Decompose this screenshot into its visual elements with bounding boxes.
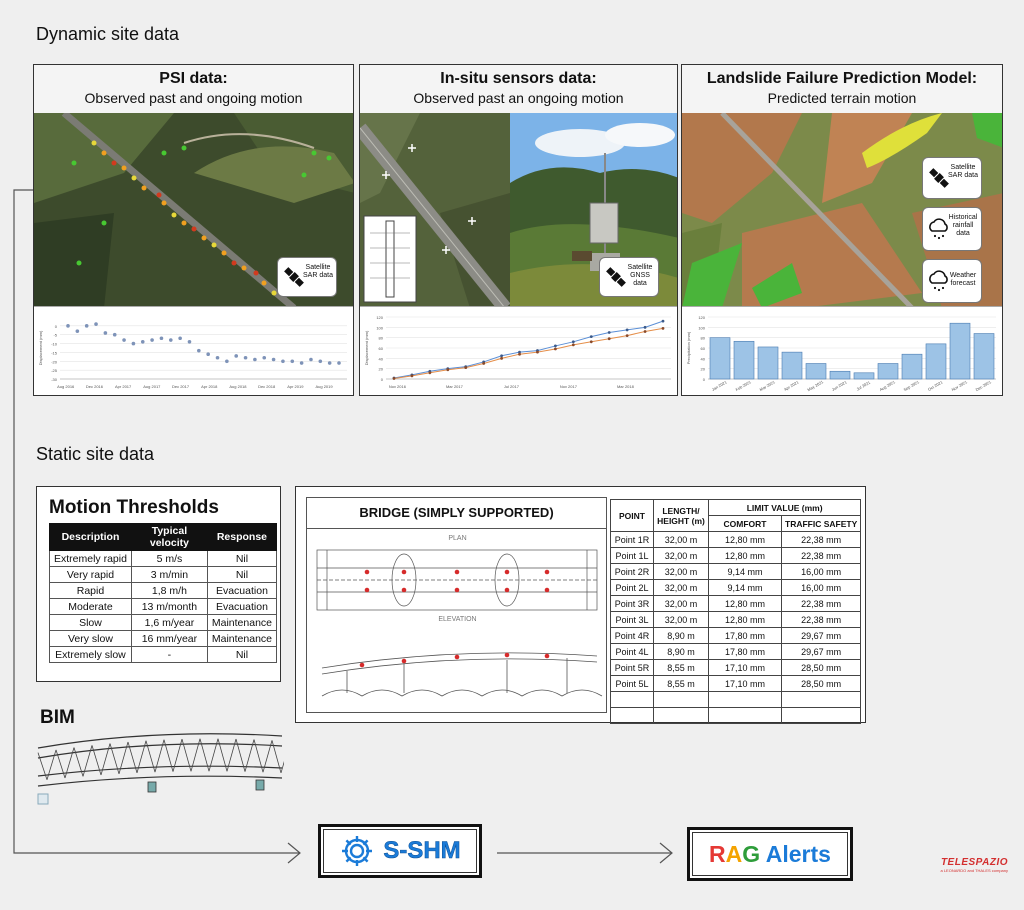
bar	[758, 347, 778, 379]
motion-header-response: Response	[207, 524, 276, 551]
data-point	[590, 340, 593, 343]
telespazio-logo	[916, 857, 1008, 873]
bridge-row	[611, 580, 861, 596]
motion-cell: 1,6 m/year	[131, 615, 207, 631]
y-tick-label: 100	[698, 325, 705, 331]
x-tick-label: Mar 2021	[758, 379, 776, 393]
x-tick-label: Jun 2021	[830, 379, 848, 392]
bridge-header-length: LENGTH/ HEIGHT (m)	[654, 500, 709, 532]
model-chart	[682, 306, 1002, 395]
y-tick-label: 20	[700, 366, 705, 372]
rag-alerts-button[interactable]	[687, 827, 853, 881]
bridge-cell: 32,00 m	[654, 612, 709, 628]
bridge-header-comfort: COMFORT	[709, 516, 782, 532]
bridge-cell: 9,14 mm	[709, 580, 782, 596]
motion-cell: Extremely rapid	[50, 551, 132, 567]
data-point	[272, 358, 276, 362]
y-tick-label: -30	[51, 377, 57, 382]
motion-cell: 16 mm/year	[131, 631, 207, 647]
data-point	[608, 337, 611, 340]
x-tick-label: Feb 2021	[734, 379, 752, 393]
data-point	[590, 335, 593, 338]
data-point	[281, 359, 285, 363]
bar	[854, 373, 874, 379]
bridge-empty-cell	[611, 708, 654, 724]
insitu-chart	[360, 306, 677, 395]
data-point	[150, 338, 154, 342]
data-point	[300, 361, 304, 365]
insitu-aerial-image	[360, 113, 510, 308]
x-tick-label: Dec 2021	[974, 379, 992, 393]
model-panel	[681, 64, 1003, 396]
bar	[710, 338, 730, 379]
bridge-empty-cell	[611, 692, 654, 708]
data-point	[225, 359, 229, 363]
motion-cell: Extremely slow	[50, 647, 132, 663]
data-point	[319, 359, 323, 363]
bridge-cell: Point 1R	[611, 532, 654, 548]
data-point	[644, 330, 647, 333]
x-tick-label: Aug 2017	[143, 384, 161, 389]
data-point	[262, 356, 266, 360]
bridge-empty-cell	[782, 692, 861, 708]
data-point	[328, 361, 332, 365]
bridge-cell: 32,00 m	[654, 580, 709, 596]
psi-satellite-badge	[277, 257, 337, 297]
y-tick-label: 0	[54, 323, 57, 329]
dynamic-section-title: Dynamic site data	[36, 24, 180, 44]
bridge-cell: 29,67 mm	[782, 628, 861, 644]
bridge-cell: 12,80 mm	[709, 596, 782, 612]
data-point	[608, 331, 611, 334]
motion-row	[50, 583, 277, 599]
data-point	[464, 366, 467, 369]
insitu-displacement-chart	[360, 307, 678, 395]
model-panel-header	[682, 65, 1002, 114]
motion-cell: 1,8 m/h	[131, 583, 207, 599]
bridge-cell: Point 2R	[611, 564, 654, 580]
data-point	[178, 336, 182, 340]
bridge-cell: 32,00 m	[654, 548, 709, 564]
data-point	[572, 340, 575, 343]
s-shm-button[interactable]	[318, 824, 482, 878]
psi-panel	[33, 64, 354, 396]
bridge-empty-cell	[709, 692, 782, 708]
bridge-row	[611, 548, 861, 564]
y-tick-label: 0	[380, 377, 383, 382]
bridge-cell: Point 2L	[611, 580, 654, 596]
bridge-cell: 9,14 mm	[709, 564, 782, 580]
bridge-cell: 22,38 mm	[782, 548, 861, 564]
data-point	[244, 356, 248, 360]
motion-cell: Maintenance	[207, 631, 276, 647]
x-tick-label: May 2021	[806, 379, 825, 393]
truss-member	[47, 750, 56, 780]
x-tick-label: Aug 2021	[878, 379, 896, 393]
motion-thresholds-title: Motion Thresholds	[49, 497, 219, 518]
bridge-empty-cell	[654, 708, 709, 724]
data-point	[411, 375, 414, 378]
bridge-limits-table	[610, 499, 861, 724]
data-point	[76, 329, 80, 333]
rag-letter: t	[810, 840, 819, 867]
bridge-table-body	[611, 532, 861, 724]
truss-member	[65, 747, 74, 777]
y-tick-label: -5	[53, 332, 57, 338]
bridge-empty-cell	[709, 708, 782, 724]
x-tick-label: Oct 2021	[926, 379, 944, 392]
bridge-empty-cell	[654, 692, 709, 708]
bar	[974, 334, 994, 379]
bridge-cell: 22,38 mm	[782, 532, 861, 548]
insitu-badge-label: Satellite GNSS data	[627, 264, 653, 287]
bridge-cell: 17,10 mm	[709, 676, 782, 692]
x-tick-label: Mar 2017	[445, 384, 463, 389]
psi-displacement-chart	[34, 307, 354, 395]
bridge-cell: 17,10 mm	[709, 660, 782, 676]
data-point	[446, 368, 449, 371]
model-weather-label: Weather forecast	[949, 272, 977, 287]
y-tick-label: 60	[378, 346, 383, 351]
motion-cell: 5 m/s	[131, 551, 207, 567]
data-point	[253, 358, 257, 362]
y-tick-label: 120	[376, 315, 383, 320]
bridge-cell: 12,80 mm	[709, 548, 782, 564]
insitu-panel	[359, 64, 678, 396]
model-sar-label: Satellite SAR data	[948, 164, 978, 179]
x-tick-label: Nov 2017	[559, 384, 577, 389]
bridge-empty-cell	[782, 708, 861, 724]
insitu-subtitle: Observed past an ongoing motion	[413, 90, 624, 106]
data-point	[216, 356, 220, 360]
rag-letter: s	[818, 840, 831, 867]
data-point	[85, 324, 89, 328]
bridge-plan-elevation-drawing	[307, 528, 608, 714]
y-axis-label: Displacement (mm)	[364, 330, 369, 366]
x-tick-label: Sep 2021	[902, 379, 920, 393]
logo-name: TELESPAZIO	[940, 857, 1008, 868]
bridge-header-limit: LIMIT VALUE (mm)	[709, 500, 861, 516]
data-point	[169, 338, 173, 342]
x-tick-label: Apr 2017	[115, 384, 132, 389]
bridge-cell: 22,38 mm	[782, 596, 861, 612]
bridge-cell: 8,55 m	[654, 660, 709, 676]
y-tick-label: 20	[378, 366, 383, 372]
y-tick-label: -20	[51, 359, 57, 365]
motion-row	[50, 551, 277, 567]
bridge-cell: 32,00 m	[654, 596, 709, 612]
motion-table-body	[50, 551, 277, 663]
psi-panel-header	[34, 65, 353, 114]
bridge-cell: 29,67 mm	[782, 644, 861, 660]
x-tick-label: Nov 2021	[950, 379, 968, 393]
bridge-cell: 12,80 mm	[709, 532, 782, 548]
bridge-cell: Point 3L	[611, 612, 654, 628]
x-tick-label: Aug 2019	[315, 384, 333, 389]
data-point	[122, 338, 126, 342]
model-sar-badge	[922, 157, 982, 199]
data-point	[66, 324, 70, 328]
model-rainfall-label: Historical rainfall data	[948, 214, 978, 237]
bridge-cell: 22,38 mm	[782, 612, 861, 628]
bridge-cell: Point 4L	[611, 644, 654, 660]
motion-cell: Very slow	[50, 631, 132, 647]
data-point	[554, 345, 557, 348]
rag-letter: l	[782, 840, 789, 867]
bridge-cell: Point 4R	[611, 628, 654, 644]
bridge-cell: 8,90 m	[654, 644, 709, 660]
motion-row	[50, 647, 277, 663]
motion-cell: Moderate	[50, 599, 132, 615]
data-point	[644, 326, 647, 329]
x-tick-label: Jul 2017	[503, 384, 519, 389]
motion-row	[50, 615, 277, 631]
motion-cell: Evacuation	[207, 583, 276, 599]
motion-cell: Nil	[207, 647, 276, 663]
bar	[926, 344, 946, 379]
insitu-panel-header	[360, 65, 677, 114]
data-point	[290, 359, 294, 363]
x-tick-label: Mar 2018	[616, 384, 634, 389]
data-point	[197, 349, 201, 353]
data-point	[500, 357, 503, 360]
bridge-plan-label: PLAN	[448, 535, 467, 542]
data-point	[104, 331, 108, 335]
bridge-cell: 32,00 m	[654, 564, 709, 580]
bridge-row	[611, 612, 861, 628]
s-shm-label: S-SHM	[383, 837, 461, 864]
logo-tagline: a LEONARDO and THALES company	[940, 868, 1008, 873]
data-point	[500, 354, 503, 357]
bar	[950, 323, 970, 379]
motion-cell: Nil	[207, 551, 276, 567]
motion-cell: Very rapid	[50, 567, 132, 583]
data-point	[141, 340, 145, 344]
y-axis-label: Precipitation (mm)	[686, 331, 691, 365]
bridge-cell: 28,50 mm	[782, 660, 861, 676]
bar	[782, 352, 802, 379]
motion-cell: -	[131, 647, 207, 663]
data-point	[428, 371, 431, 374]
motion-row	[50, 631, 277, 647]
psi-subtitle: Observed past and ongoing motion	[84, 90, 303, 106]
data-point	[309, 358, 313, 362]
rag-letter: e	[788, 840, 802, 867]
bridge-cell: Point 5R	[611, 660, 654, 676]
model-weather-badge	[922, 259, 982, 303]
bridge-cell: 16,00 mm	[782, 564, 861, 580]
rag-letter: A	[725, 840, 743, 867]
bridge-row	[611, 628, 861, 644]
x-tick-label: Dec 2017	[171, 384, 190, 389]
bar	[830, 371, 850, 379]
x-tick-label: Jul 2021	[855, 379, 872, 392]
motion-cell: Nil	[207, 567, 276, 583]
data-point	[626, 334, 629, 337]
y-tick-label: -15	[51, 350, 57, 356]
motion-cell: Slow	[50, 615, 132, 631]
truss-member	[83, 745, 92, 776]
data-point	[572, 344, 575, 347]
bridge-cell: 8,55 m	[654, 676, 709, 692]
data-point	[188, 340, 192, 344]
bar	[806, 364, 826, 380]
rag-letter: G	[742, 840, 761, 867]
x-tick-label: Nov 2016	[388, 384, 406, 389]
y-tick-label: 60	[700, 346, 705, 351]
rag-letter: r	[801, 840, 811, 867]
y-axis-label: Displacement (mm)	[38, 330, 43, 366]
insitu-title: In-situ sensors data:	[440, 70, 597, 87]
bim-truss-model	[36, 728, 284, 806]
bridge-header-traffic: TRAFFIC SAFETY	[782, 516, 861, 532]
bridge-cell: 32,00 m	[654, 532, 709, 548]
model-subtitle: Predicted terrain motion	[767, 90, 917, 106]
data-point	[482, 362, 485, 365]
data-point	[337, 361, 341, 365]
rag-letter: A	[765, 840, 783, 867]
bridge-cell: 17,80 mm	[709, 628, 782, 644]
rag-letter: R	[709, 840, 726, 867]
x-tick-label: Dec 2018	[258, 384, 276, 389]
motion-header-description: Description	[50, 524, 132, 551]
bridge-row	[611, 564, 861, 580]
data-point	[536, 351, 539, 354]
x-tick-label: Dec 2016	[85, 384, 104, 389]
bridge-cell: Point 5L	[611, 676, 654, 692]
bridge-cell: 12,80 mm	[709, 612, 782, 628]
data-point	[234, 354, 238, 358]
bridge-row	[611, 596, 861, 612]
model-rainfall-badge	[922, 207, 982, 251]
y-tick-label: 40	[700, 356, 705, 362]
motion-cell: Maintenance	[207, 615, 276, 631]
static-section-title: Static site data	[36, 444, 155, 464]
motion-row	[50, 599, 277, 615]
model-precipitation-chart	[682, 307, 1003, 395]
y-tick-label: 80	[378, 335, 383, 341]
motion-cell: Evacuation	[207, 599, 276, 615]
rag-alerts-label	[709, 841, 831, 868]
motion-row	[50, 567, 277, 583]
psi-badge-label: Satellite SAR data	[303, 264, 333, 279]
bridge-cell: 28,50 mm	[782, 676, 861, 692]
model-title: Landslide Failure Prediction Model:	[706, 70, 978, 87]
motion-cell: Rapid	[50, 583, 132, 599]
bridge-cell: 8,90 m	[654, 628, 709, 644]
x-tick-label: Jan 2021	[710, 379, 728, 392]
motion-cell: 13 m/month	[131, 599, 207, 615]
psi-title: PSI data:	[159, 70, 228, 87]
data-point	[132, 342, 136, 346]
motion-cell: 3 m/min	[131, 567, 207, 583]
data-point	[206, 352, 210, 356]
bridge-drawing-frame	[306, 497, 607, 713]
y-tick-label: 120	[698, 315, 705, 320]
data-point	[113, 333, 117, 337]
y-tick-label: 40	[378, 356, 383, 362]
bridge-cell: 16,00 mm	[782, 580, 861, 596]
psi-chart	[34, 306, 353, 395]
bridge-cell: 17,80 mm	[709, 644, 782, 660]
bar	[902, 354, 922, 379]
y-tick-label: -10	[51, 341, 57, 347]
data-point	[662, 320, 665, 323]
bridge-empty-row	[611, 692, 861, 708]
bridge-row	[611, 644, 861, 660]
data-point	[518, 353, 521, 356]
y-tick-label: 80	[700, 335, 705, 341]
data-point	[662, 327, 665, 330]
data-point	[554, 348, 557, 351]
series-line	[394, 321, 663, 378]
y-tick-label: 100	[376, 325, 383, 331]
data-point	[626, 329, 629, 332]
y-tick-label: -25	[51, 368, 57, 374]
data-point	[393, 377, 396, 380]
bridge-empty-row	[611, 708, 861, 724]
x-tick-label: Aug 2016	[57, 384, 75, 389]
x-tick-label: Apr 2019	[287, 384, 304, 389]
data-point	[160, 336, 164, 340]
bridge-elevation-label: ELEVATION	[438, 616, 477, 623]
y-tick-label: 0	[702, 377, 705, 382]
bim-title: BIM	[40, 707, 75, 728]
insitu-gnss-badge	[599, 257, 659, 297]
bridge-header-point: POINT	[611, 500, 654, 532]
motion-thresholds-card	[36, 486, 281, 682]
motion-thresholds-table	[49, 523, 277, 663]
bridge-cell: Point 3R	[611, 596, 654, 612]
bridge-row	[611, 532, 861, 548]
x-tick-label: Apr 2018	[201, 384, 218, 389]
x-tick-label: Aug 2018	[229, 384, 247, 389]
gear-icon	[339, 833, 375, 869]
bridge-row	[611, 660, 861, 676]
bar	[878, 364, 898, 380]
x-tick-label: Apr 2021	[782, 379, 800, 392]
bridge-cell: Point 1L	[611, 548, 654, 564]
bridge-card	[295, 486, 866, 723]
motion-header-velocity: Typical velocity	[131, 524, 207, 551]
bar	[734, 341, 754, 379]
data-point	[94, 322, 98, 326]
bridge-row	[611, 676, 861, 692]
bridge-title: BRIDGE (SIMPLY SUPPORTED)	[307, 498, 606, 529]
